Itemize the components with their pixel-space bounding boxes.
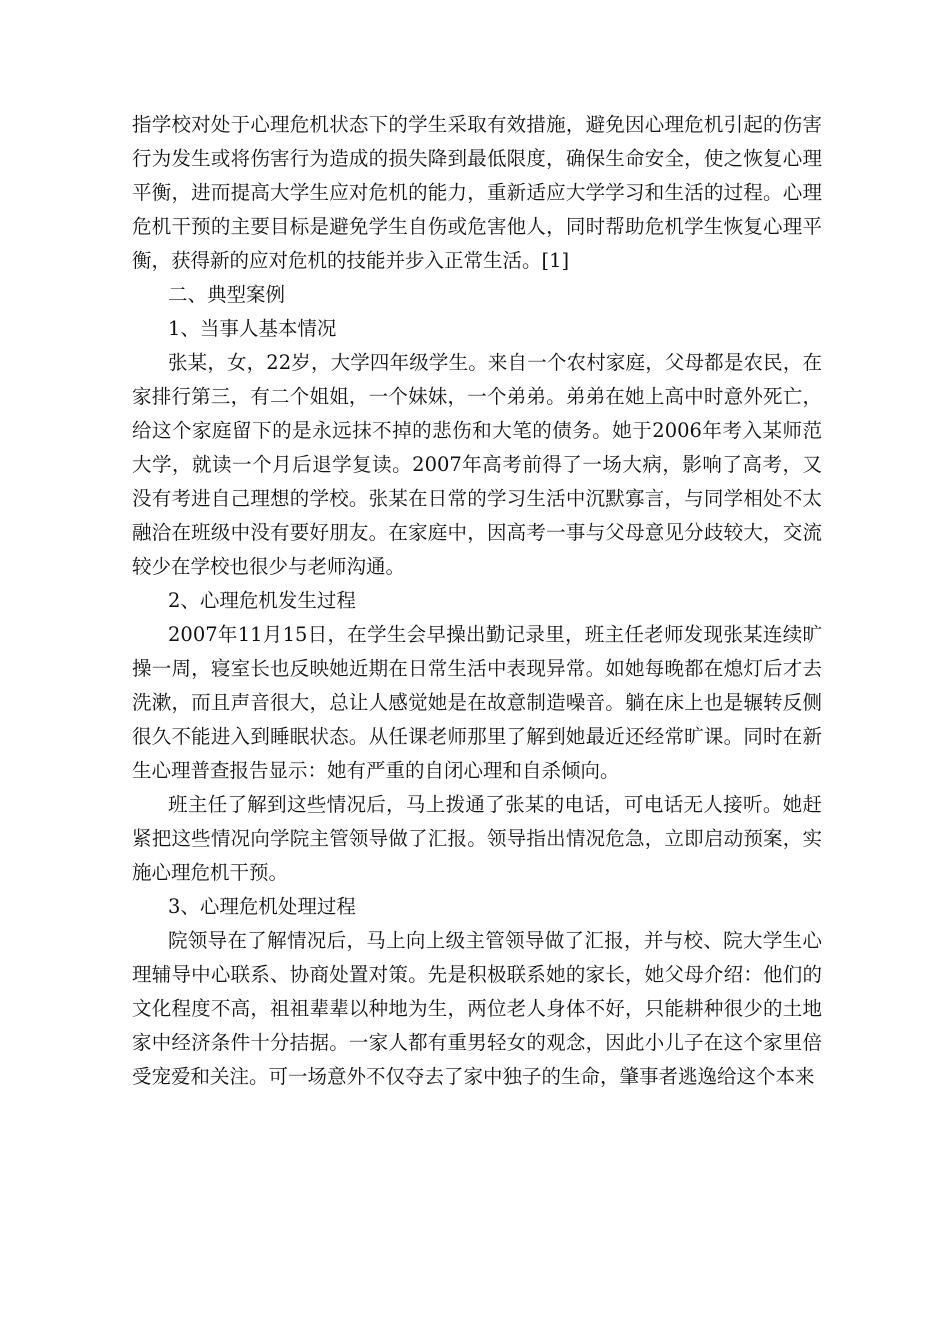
paragraph-teacher-response: 班主任了解到这些情况后，马上拨通了张某的电话，可电话无人接听。她赶紧把这些情况向学院主管领导做了汇报。领导指出情况危急，立即启动预案，实施心理危机干预。 — [132, 793, 822, 884]
document-body — [132, 108, 822, 1094]
subsection-heading-basic-info: 1、当事人基本情况 — [168, 317, 337, 340]
paragraph-crisis-handling: 院领导在了解情况后，马上向上级主管领导做了汇报，并与校、院大学生心理辅导中心联系、协商处置对策。先是积极联系她的家长，她父母介绍：他们的文化程度不高，祖祖辈辈以种地为生，两位老人身体不好，只能耕种很少的土地家中经济条件十分拮据。一家人都有重男轻女的观念，因此小儿子在这个家里倍受宠爱和关注。可一场意外不仅夺去了家中独子的生命，肇事者逃逸给这个本来 — [132, 929, 822, 1088]
subsection-heading-crisis-occurrence: 2、心理危机发生过程 — [168, 589, 356, 612]
paragraph-basic-info: 张某，女，22岁，大学四年级学生。来自一个农村家庭，父母都是农民，在家排行第三，有二个姐姐，一个妹妹，一个弟弟。弟弟在她上高中时意外死亡，给这个家庭留下的是永远抹不掉的悲伤和大笔的债务。她于2006年考入某师范大学，就读一个月后退学复读。2007年高考前得了一场大病，影响了高考，又没有考进自己理想的学校。张某在日常的学习生活中沉默寡言，与同学相处不太融洽在班级中没有要好朋友。在家庭中，因高考一事与父母意见分歧较大，交流较少在学校也很少与老师沟通。 — [132, 351, 822, 578]
paragraph-crisis-occurrence: 2007年11月15日，在学生会早操出勤记录里，班主任老师发现张某连续旷操一周，寝室长也反映她近期在日常生活中表现异常。如她每晚都在熄灯后才去洗漱，而且声音很大，总让人感觉她是在故意制造噪音。躺在床上也是辗转反侧很久不能进入到睡眠状态。从任课老师那里了解到她最近还经常旷课。同时在新生心理普查报告显示：她有严重的自闭心理和自杀倾向。 — [132, 623, 822, 782]
paragraph-intro: 指学校对处于心理危机状态下的学生采取有效措施，避免因心理危机引起的伤害行为发生或将伤害行为造成的损失降到最低限度，确保生命安全，使之恢复心理平衡，进而提高大学生应对危机的能力，重新适应大学学习和生活的过程。心理危机干预的主要目标是避免学生自伤或危害他人，同时帮助危机学生恢复心理平衡，获得新的应对危机的技能并步入正常生活。[1] — [132, 113, 822, 272]
section-heading-typical-case: 二、典型案例 — [168, 283, 286, 306]
subsection-heading-crisis-handling: 3、心理危机处理过程 — [168, 895, 356, 918]
